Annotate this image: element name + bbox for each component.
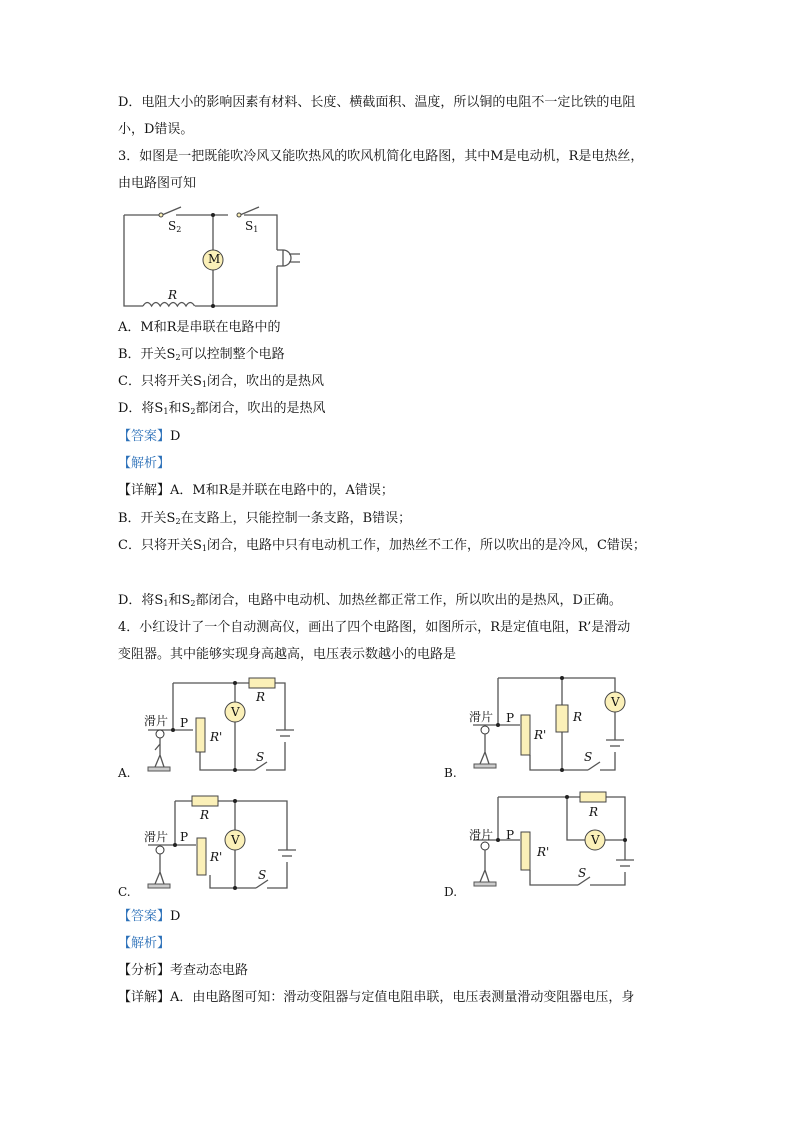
analysis-heading: 【解析】 xyxy=(118,456,171,471)
text-line: B．开关$S_2$在支路上，只能控制一条支路，B错误； xyxy=(118,511,412,526)
option-b: B．开关$S_2$可以控制整个电路 xyxy=(118,347,285,362)
option-d-label: D. xyxy=(444,885,458,899)
circuit-b xyxy=(473,676,625,772)
label-r: R xyxy=(168,288,178,302)
document-page: D．电阻大小的影响因素有材料、长度、横截面积、温度，所以铜的电阻不一定比铁的电阻 小，D错误。 3．如图是一把既能吹冷风又能吹热风的吹风机简化电路图，其中M是电动机，R是电热丝， 由电路图可知 $S_2$ $S_1$ M R A．M和R是串联在电路中的 B．开关$S_2$可以控制整个电路 C．只将开关$S_1$闭合，吹出的是热风 D．将$S_1$和$S_2$都闭合，吹出的是热风 【答案】D 【解析】 【详解】A．M和R是并联在电路中的，A错误； B．开关$S_2$在支路上，只能控制一条支路，B错误； C．只将开关$S_1$闭合，电路中只有电动机工作，加热丝不工作，所以吹出的是冷风，C错误； D．将$S_1$和$S_2$都闭合，电路中电动机、加热丝都正常工作，所以吹出的是热风，D正确。 4．小红设计了一个自动测高仪，画出了四个电路图，如图所示，R是定值电阻，R’是滑动 变阻器。其中能够实现身高越高，电压表示数越小的电路是 滑片 P R R' V S A. 滑片 P R R' V S B. 滑片 P R R' V S C. 滑片 P R R' V S D. 【答案】D 【解析】 【分析】考查动态电路 【详解】A．由电路图可知：滑动变阻器与定值电阻串联，电压表测量滑动变阻器电压，身 xyxy=(0,0,794,1123)
fenxi: 【分析】考查动态电路 xyxy=(118,963,249,978)
option-c: C．只将开关$S_1$闭合，吹出的是热风 xyxy=(118,374,324,389)
detail: 【详解】A．M和R是并联在电路中的，A错误； xyxy=(118,483,394,498)
circuit-c xyxy=(148,796,296,890)
analysis-heading: 【解析】 xyxy=(118,936,171,951)
option-a: A．M和R是串联在电路中的 xyxy=(118,320,281,335)
text-line: C．只将开关$S_1$闭合，电路中只有电动机工作，加热丝不工作，所以吹出的是冷风，C错误； xyxy=(118,538,646,553)
option-d: D．将$S_1$和$S_2$都闭合，吹出的是热风 xyxy=(118,401,326,416)
label-motor: M xyxy=(208,252,221,266)
option-a-label: A. xyxy=(118,766,131,780)
question-4: 4．小红设计了一个自动测高仪，画出了四个电路图，如图所示，R是定值电阻，R’是滑动 xyxy=(118,620,631,635)
circuit-a xyxy=(148,678,294,772)
answer: 【答案】D xyxy=(118,909,181,924)
text-line: 变阻器。其中能够实现身高越高，电压表示数越小的电路是 xyxy=(118,647,457,662)
circuit-d xyxy=(473,792,634,886)
text-line: 小，D错误。 xyxy=(118,122,194,137)
option-c-label: C. xyxy=(118,885,131,899)
detail: 【详解】A．由电路图可知：滑动变阻器与定值电阻串联，电压表测量滑动变阻器电压，身 xyxy=(118,990,635,1005)
question-3: 3．如图是一把既能吹冷风又能吹热风的吹风机简化电路图，其中M是电动机，R是电热丝， xyxy=(118,149,644,164)
option-b-label: B. xyxy=(444,766,457,780)
text-line: 由电路图可知 xyxy=(118,176,197,191)
answer: 【答案】D xyxy=(118,429,181,444)
text-line: D．电阻大小的影响因素有材料、长度、横截面积、温度，所以铜的电阻不一定比铁的电阻 xyxy=(118,95,636,110)
label-s1: S xyxy=(245,219,254,233)
label-s2: S xyxy=(168,219,177,233)
text-line: D．将$S_1$和$S_2$都闭合，电路中电动机、加热丝都正常工作，所以吹出的是热风，D正确。 xyxy=(118,593,622,608)
